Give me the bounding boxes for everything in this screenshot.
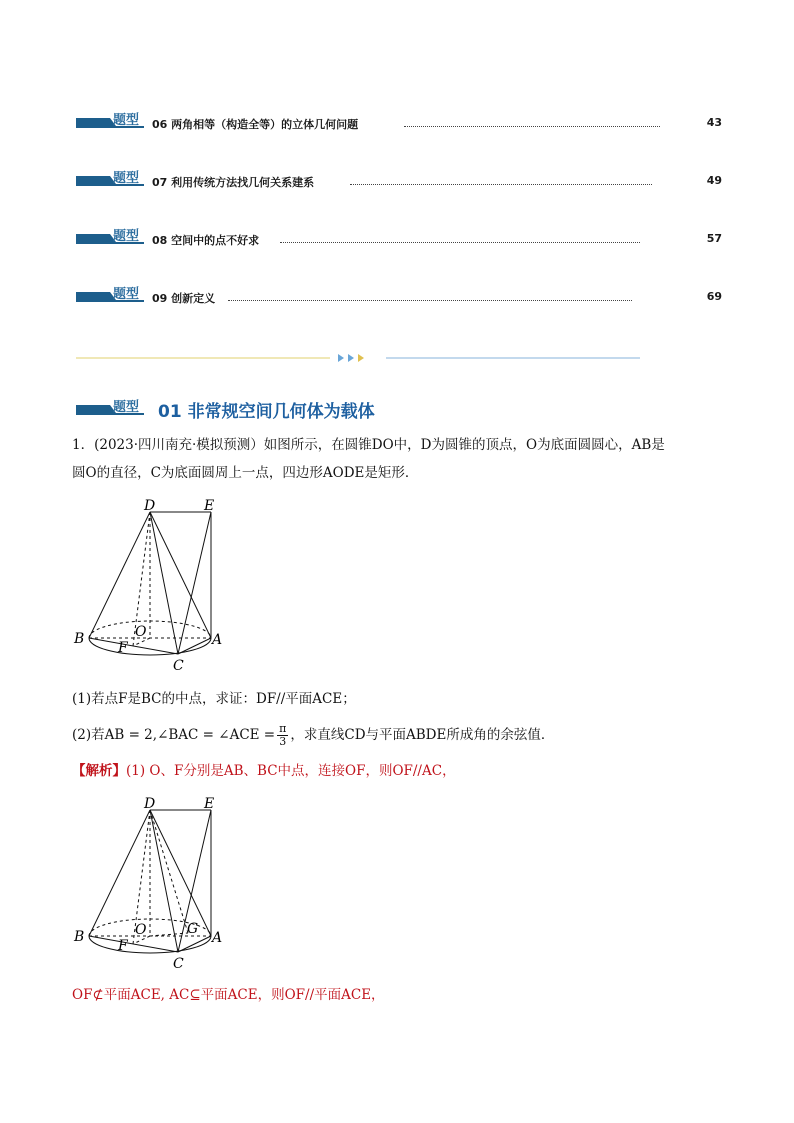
label-O: O [135,624,147,640]
question-1: (1)若点F是BC的中点，求证：DF//平面ACE； [72,691,356,707]
toc-page-number: 43 [706,116,722,129]
badge-icon [76,286,144,306]
label-C: C [173,658,184,674]
section-divider [76,351,640,365]
toc-row-06[interactable] [76,112,722,134]
arrow-icon [348,354,354,362]
section-header [76,396,716,422]
toc-leader [404,126,660,127]
toc-entry-text: 08 空间中的点不好求 [152,234,260,247]
problem-line-1: 1．(2023·四川南充·模拟预测）如图所示，在圆锥DO中，D为圆锥的顶点，O为底面圆圆心，AB是 [72,437,665,453]
toc-entry-text: 07 利用传统方法找几何关系建系 [152,176,315,189]
badge-label: 题型 [113,229,140,244]
fraction-numerator: π [279,722,287,735]
badge-icon [76,228,144,248]
toc-leader [228,300,632,301]
figure-cone-2 [70,796,230,976]
toc-row-07[interactable] [76,170,722,192]
label-F: F [118,640,128,656]
solution-line-1 [72,758,722,785]
label-O: O [135,922,147,938]
label-A: A [212,930,223,946]
fraction-pi-over-3 [277,723,288,748]
label-C: C [173,956,184,972]
label-D: D [144,796,156,812]
question-2-tail: ，求直线CD与平面ABDE所成角的余弦值． [290,727,555,743]
label-F: F [118,938,128,954]
badge-icon [76,112,144,132]
badge-label: 题型 [113,400,140,415]
toc-leader [350,184,652,185]
section-title: 01 非常规空间几何体为载体 [158,402,375,422]
label-B: B [74,929,85,945]
label-G: G [187,921,199,937]
toc-entry-text: 06 两角相等（构造全等）的立体几何问题 [152,118,359,131]
badge-label: 题型 [113,287,140,302]
label-E: E [204,498,215,514]
badge-icon [76,399,144,419]
label-A: A [212,632,223,648]
arrow-icon [338,354,344,362]
arrow-icon [358,354,364,362]
solution-text: (1) O、F分别是AB、BC中点，连接OF，则OF//AC， [126,763,456,779]
problem-line-2: 圆O的直径，C为底面圆周上一点，四边形AODE是矩形． [72,465,419,481]
toc-leader [280,242,640,243]
toc-row-08[interactable] [76,228,722,250]
badge-icon [76,170,144,190]
question-2-text: (2)若AB = 2,∠BAC = ∠ACE = [72,727,276,743]
toc-page-number: 49 [706,174,722,187]
figure-cone-1 [70,498,230,678]
badge-label: 题型 [113,113,140,128]
fraction-denominator: 3 [279,735,287,748]
label-D: D [144,498,156,514]
badge-label: 题型 [113,171,140,186]
toc-row-09[interactable] [76,286,722,308]
solution-line-2: OF⊄平面ACE, AC⊆平面ACE，则OF//平面ACE， [72,987,385,1003]
toc-page-number: 57 [706,232,722,245]
label-E: E [204,796,215,812]
toc-page-number: 69 [706,290,722,303]
question-2 [72,722,722,749]
solution-tag: 【解析】 [72,763,126,779]
label-B: B [74,631,85,647]
toc-entry-text: 09 创新定义 [152,292,216,305]
